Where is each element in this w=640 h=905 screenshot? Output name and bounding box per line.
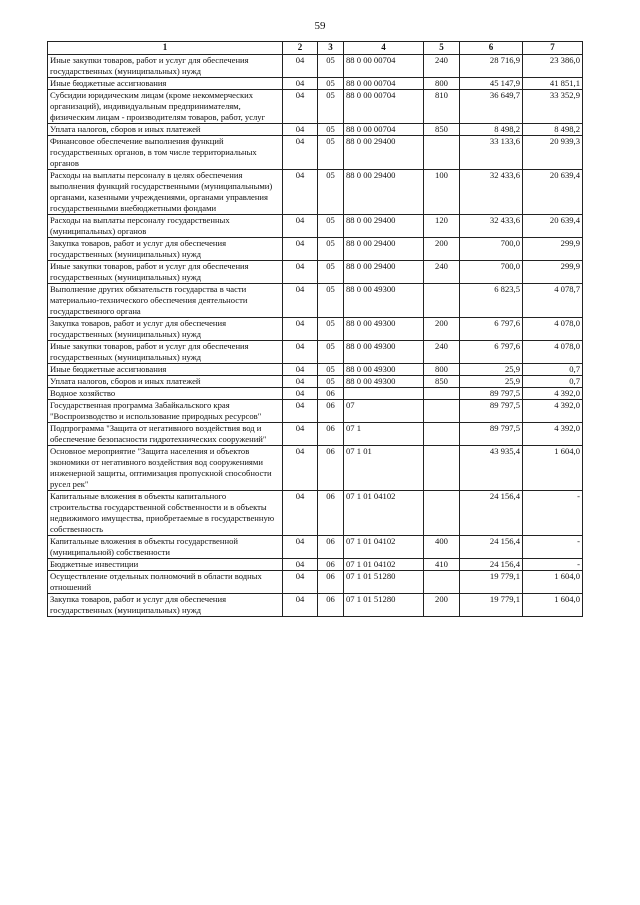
row-amount-plan: 24 156,4 — [460, 559, 523, 571]
row-subsection: 05 — [318, 261, 344, 284]
row-expense-type: 200 — [424, 594, 460, 617]
row-target-code: 88 0 00 49300 — [344, 341, 424, 364]
row-subsection: 06 — [318, 388, 344, 400]
row-target-code: 88 0 00 29400 — [344, 170, 424, 215]
row-target-code: 88 0 00 29400 — [344, 261, 424, 284]
row-name: Подпрограмма "Защита от негативного воздействия вод и обеспечение безопасности гидротехнических сооружений" — [48, 423, 283, 446]
row-target-code: 88 0 00 29400 — [344, 238, 424, 261]
table-row — [48, 90, 583, 124]
row-section: 04 — [283, 446, 318, 491]
row-amount-actual: 4 078,0 — [523, 341, 583, 364]
row-amount-actual: - — [523, 536, 583, 559]
row-target-code: 88 0 00 00704 — [344, 90, 424, 124]
row-section: 04 — [283, 261, 318, 284]
row-amount-plan: 6 797,6 — [460, 318, 523, 341]
row-section: 04 — [283, 170, 318, 215]
row-target-code: 88 0 00 00704 — [344, 55, 424, 78]
row-amount-plan: 33 133,6 — [460, 136, 523, 170]
row-section: 04 — [283, 318, 318, 341]
row-amount-actual: 4 078,0 — [523, 318, 583, 341]
row-section: 04 — [283, 136, 318, 170]
row-name: Расходы на выплаты персоналу государственных (муниципальных) органов — [48, 215, 283, 238]
row-name: Закупка товаров, работ и услуг для обеспечения государственных (муниципальных) нужд — [48, 238, 283, 261]
row-subsection: 05 — [318, 318, 344, 341]
row-target-code: 88 0 00 00704 — [344, 78, 424, 90]
row-amount-actual: 20 639,4 — [523, 170, 583, 215]
row-subsection: 05 — [318, 364, 344, 376]
row-expense-type — [424, 446, 460, 491]
table-row — [48, 559, 583, 571]
row-amount-actual: 299,9 — [523, 238, 583, 261]
row-amount-plan: 19 779,1 — [460, 594, 523, 617]
row-name: Капитальные вложения в объекты капитального строительства государственной собственности и в объекты недвижимого имущества, приобретаемые в государственную собственность — [48, 491, 283, 536]
row-subsection: 06 — [318, 400, 344, 423]
row-expense-type — [424, 491, 460, 536]
row-section: 04 — [283, 78, 318, 90]
row-amount-actual: 4 392,0 — [523, 423, 583, 446]
table-row — [48, 238, 583, 261]
row-section: 04 — [283, 55, 318, 78]
row-name: Расходы на выплаты персоналу в целях обеспечения выполнения функций государственными (муниципальными) органами, казенными учреждениями, органами управления государственными внебюджетными фондами — [48, 170, 283, 215]
page-number: 59 — [314, 20, 326, 32]
row-subsection: 05 — [318, 376, 344, 388]
row-expense-type — [424, 571, 460, 594]
table-row — [48, 388, 583, 400]
row-name: Уплата налогов, сборов и иных платежей — [48, 124, 283, 136]
row-expense-type: 240 — [424, 55, 460, 78]
row-name: Водное хозяйство — [48, 388, 283, 400]
row-expense-type: 200 — [424, 238, 460, 261]
row-name: Государственная программа Забайкальского края "Воспроизводство и использование природных ресурсов" — [48, 400, 283, 423]
row-amount-plan: 19 779,1 — [460, 571, 523, 594]
row-section: 04 — [283, 215, 318, 238]
header-col-7: 7 — [523, 42, 583, 55]
row-expense-type: 100 — [424, 170, 460, 215]
row-expense-type — [424, 136, 460, 170]
row-amount-actual: - — [523, 559, 583, 571]
row-name: Капитальные вложения в объекты государственной (муниципальной) собственности — [48, 536, 283, 559]
row-amount-plan: 6 797,6 — [460, 341, 523, 364]
row-target-code: 07 1 01 51280 — [344, 594, 424, 617]
row-amount-actual: 0,7 — [523, 376, 583, 388]
row-amount-actual: 41 851,1 — [523, 78, 583, 90]
row-amount-actual: 20 639,4 — [523, 215, 583, 238]
budget-table — [47, 41, 583, 617]
row-name: Финансовое обеспечение выполнения функций государственных органов, в том числе территориальных органов — [48, 136, 283, 170]
row-expense-type — [424, 388, 460, 400]
row-target-code: 07 1 01 04102 — [344, 536, 424, 559]
header-col-1: 1 — [48, 42, 283, 55]
row-section: 04 — [283, 284, 318, 318]
row-subsection: 06 — [318, 446, 344, 491]
row-subsection: 06 — [318, 423, 344, 446]
row-target-code: 88 0 00 49300 — [344, 376, 424, 388]
row-amount-plan: 36 649,7 — [460, 90, 523, 124]
row-section: 04 — [283, 376, 318, 388]
row-amount-plan: 700,0 — [460, 238, 523, 261]
row-target-code: 07 1 01 04102 — [344, 491, 424, 536]
row-name: Иные закупки товаров, работ и услуг для обеспечения государственных (муниципальных) нужд — [48, 341, 283, 364]
header-col-4: 4 — [344, 42, 424, 55]
row-amount-plan: 32 433,6 — [460, 170, 523, 215]
row-amount-plan: 8 498,2 — [460, 124, 523, 136]
row-subsection: 06 — [318, 594, 344, 617]
row-amount-plan: 24 156,4 — [460, 491, 523, 536]
row-name: Осуществление отдельных полномочий в области водных отношений — [48, 571, 283, 594]
row-subsection: 05 — [318, 215, 344, 238]
row-amount-plan: 45 147,9 — [460, 78, 523, 90]
row-expense-type — [424, 423, 460, 446]
row-section: 04 — [283, 238, 318, 261]
row-amount-actual: 1 604,0 — [523, 571, 583, 594]
row-section: 04 — [283, 341, 318, 364]
row-amount-actual: - — [523, 491, 583, 536]
row-expense-type: 850 — [424, 376, 460, 388]
row-amount-plan: 89 797,5 — [460, 423, 523, 446]
row-amount-plan: 25,9 — [460, 364, 523, 376]
row-subsection: 05 — [318, 136, 344, 170]
row-name: Субсидии юридическим лицам (кроме некоммерческих организаций), индивидуальным предпринимателям, физическим лицам - производителям товаров, работ, услуг — [48, 90, 283, 124]
row-target-code: 88 0 00 29400 — [344, 215, 424, 238]
row-expense-type: 800 — [424, 364, 460, 376]
row-section: 04 — [283, 388, 318, 400]
row-name: Основное мероприятие "Защита населения и объектов экономики от негативного воздействия вод сооружениями инженерной защиты, оптимизация пропускной способности русел рек" — [48, 446, 283, 491]
table-row — [48, 124, 583, 136]
header-col-5: 5 — [424, 42, 460, 55]
table-row — [48, 170, 583, 215]
row-amount-plan: 89 797,5 — [460, 400, 523, 423]
row-subsection: 05 — [318, 90, 344, 124]
row-amount-plan: 700,0 — [460, 261, 523, 284]
row-amount-plan: 6 823,5 — [460, 284, 523, 318]
row-name: Закупка товаров, работ и услуг для обеспечения государственных (муниципальных) нужд — [48, 318, 283, 341]
row-amount-actual: 4 392,0 — [523, 400, 583, 423]
table-row — [48, 78, 583, 90]
row-amount-actual: 33 352,9 — [523, 90, 583, 124]
row-name: Выполнение других обязательств государства в части материально-технического обеспечения деятельности государственного органа — [48, 284, 283, 318]
row-amount-plan: 32 433,6 — [460, 215, 523, 238]
row-target-code: 07 1 01 51280 — [344, 571, 424, 594]
table-row — [48, 136, 583, 170]
row-expense-type — [424, 284, 460, 318]
table-row — [48, 536, 583, 559]
table-row — [48, 491, 583, 536]
table-row — [48, 446, 583, 491]
row-expense-type: 240 — [424, 341, 460, 364]
row-expense-type: 410 — [424, 559, 460, 571]
header-row — [48, 42, 583, 55]
row-section: 04 — [283, 594, 318, 617]
row-expense-type: 850 — [424, 124, 460, 136]
row-name: Иные бюджетные ассигнования — [48, 364, 283, 376]
row-expense-type: 810 — [424, 90, 460, 124]
row-subsection: 05 — [318, 55, 344, 78]
table-row — [48, 423, 583, 446]
row-section: 04 — [283, 571, 318, 594]
row-amount-actual: 0,7 — [523, 364, 583, 376]
row-amount-actual: 4 392,0 — [523, 388, 583, 400]
row-amount-actual: 23 386,0 — [523, 55, 583, 78]
row-section: 04 — [283, 90, 318, 124]
table-row — [48, 284, 583, 318]
row-name: Иные бюджетные ассигнования — [48, 78, 283, 90]
row-subsection: 05 — [318, 341, 344, 364]
row-section: 04 — [283, 400, 318, 423]
row-subsection: 05 — [318, 170, 344, 215]
row-section: 04 — [283, 559, 318, 571]
row-name: Уплата налогов, сборов и иных платежей — [48, 376, 283, 388]
row-amount-plan: 43 935,4 — [460, 446, 523, 491]
row-name: Бюджетные инвестиции — [48, 559, 283, 571]
header-col-3: 3 — [318, 42, 344, 55]
row-subsection: 05 — [318, 284, 344, 318]
row-expense-type: 200 — [424, 318, 460, 341]
row-amount-plan: 24 156,4 — [460, 536, 523, 559]
table-row — [48, 341, 583, 364]
row-name: Закупка товаров, работ и услуг для обеспечения государственных (муниципальных) нужд — [48, 594, 283, 617]
row-name: Иные закупки товаров, работ и услуг для обеспечения государственных (муниципальных) нужд — [48, 261, 283, 284]
row-target-code: 07 1 — [344, 423, 424, 446]
table-body — [48, 55, 583, 617]
row-amount-plan: 28 716,9 — [460, 55, 523, 78]
row-amount-actual: 4 078,7 — [523, 284, 583, 318]
row-amount-actual: 8 498,2 — [523, 124, 583, 136]
row-amount-actual: 1 604,0 — [523, 446, 583, 491]
row-target-code: 88 0 00 00704 — [344, 124, 424, 136]
table-row — [48, 318, 583, 341]
header-col-2: 2 — [283, 42, 318, 55]
header-col-6: 6 — [460, 42, 523, 55]
row-subsection: 05 — [318, 78, 344, 90]
row-section: 04 — [283, 491, 318, 536]
table-row — [48, 261, 583, 284]
row-subsection: 06 — [318, 536, 344, 559]
row-target-code: 88 0 00 49300 — [344, 318, 424, 341]
table-row — [48, 55, 583, 78]
row-expense-type: 120 — [424, 215, 460, 238]
row-amount-actual: 299,9 — [523, 261, 583, 284]
row-target-code: 07 1 01 — [344, 446, 424, 491]
row-subsection: 06 — [318, 491, 344, 536]
table-row — [48, 400, 583, 423]
row-amount-plan: 89 797,5 — [460, 388, 523, 400]
row-expense-type: 400 — [424, 536, 460, 559]
row-section: 04 — [283, 536, 318, 559]
row-target-code: 88 0 00 49300 — [344, 284, 424, 318]
row-target-code: 88 0 00 49300 — [344, 364, 424, 376]
row-expense-type: 240 — [424, 261, 460, 284]
row-name: Иные закупки товаров, работ и услуг для обеспечения государственных (муниципальных) нужд — [48, 55, 283, 78]
row-section: 04 — [283, 364, 318, 376]
row-amount-actual: 1 604,0 — [523, 594, 583, 617]
row-subsection: 06 — [318, 571, 344, 594]
row-subsection: 05 — [318, 124, 344, 136]
row-amount-actual: 20 939,3 — [523, 136, 583, 170]
row-target-code — [344, 388, 424, 400]
row-target-code: 88 0 00 29400 — [344, 136, 424, 170]
row-target-code: 07 — [344, 400, 424, 423]
row-subsection: 05 — [318, 238, 344, 261]
row-target-code: 07 1 01 04102 — [344, 559, 424, 571]
table-row — [48, 594, 583, 617]
table-row — [48, 376, 583, 388]
row-subsection: 06 — [318, 559, 344, 571]
table-row — [48, 571, 583, 594]
table-row — [48, 364, 583, 376]
row-section: 04 — [283, 423, 318, 446]
row-section: 04 — [283, 124, 318, 136]
row-expense-type — [424, 400, 460, 423]
row-expense-type: 800 — [424, 78, 460, 90]
table-row — [48, 215, 583, 238]
row-amount-plan: 25,9 — [460, 376, 523, 388]
